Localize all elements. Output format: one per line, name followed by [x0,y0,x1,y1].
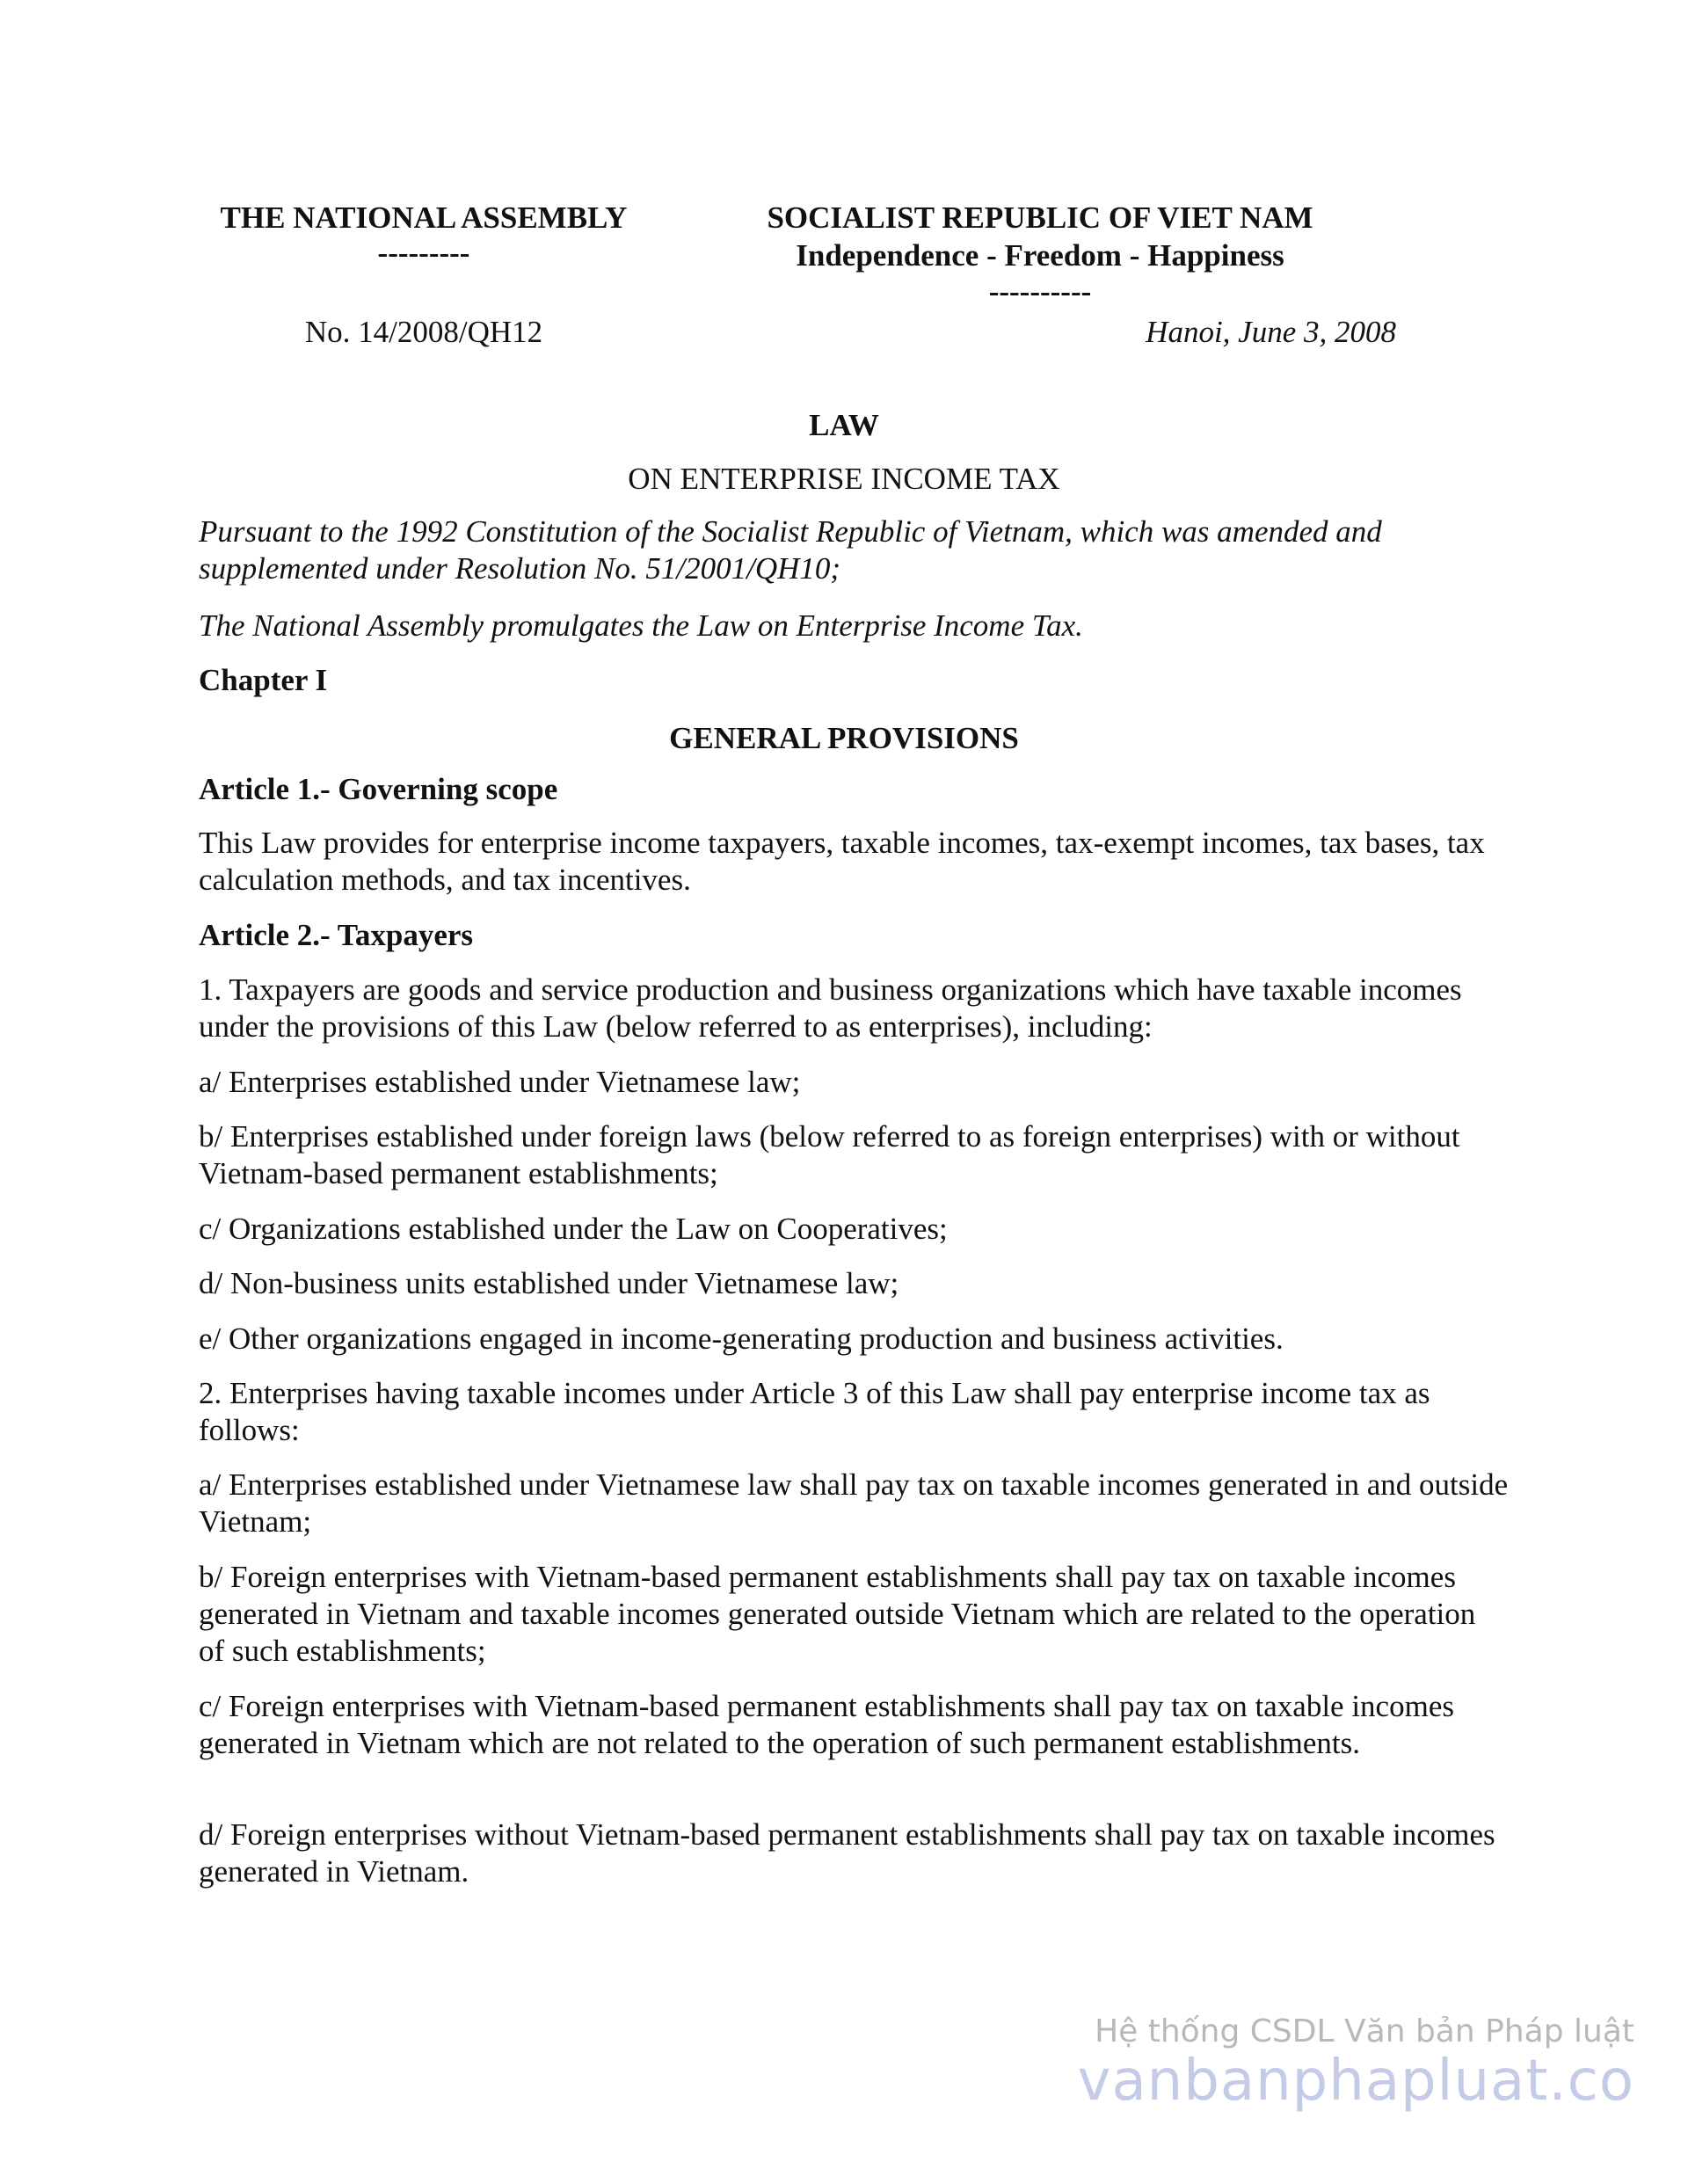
chapter-number: Chapter I [199,663,328,697]
watermark-site: vanbanphapluat.co [1077,2049,1634,2114]
article-2-point-1a: a/ Enterprises established under Vietnamese law; [199,1065,801,1099]
article-2-point-2b: b/ Foreign enterprises with Vietnam-based permanent establishments shall pay tax on taxable incomes generated in Vietnam and taxable incomes generated outside Vietnam which are related to the operation of such establishments; [199,1560,1476,1668]
preamble-constitution: Pursuant to the 1992 Constitution of the Socialist Republic of Vietnam, which was amended and supplemented under Resolution No. 51/2001/QH10; [199,514,1382,586]
issuing-authority: THE NATIONAL ASSEMBLY [220,200,628,235]
motto-separator: ---------- [988,274,1092,309]
article-2-clause-1: 1. Taxpayers are goods and service production and business organizations which have taxable incomes under the provisions of this Law (below referred to as enterprises), including: [199,972,1462,1044]
document-type: LAW [809,408,879,442]
national-motto: Independence - Freedom - Happiness [796,238,1284,273]
article-1-body: This Law provides for enterprise income taxpayers, taxable incomes, tax-exempt incomes, tax bases, tax calculation methods, and tax incentives. [199,826,1485,897]
watermark-subtitle: Hệ thống CSDL Văn bản Pháp luật [1095,2013,1634,2049]
document-number: No. 14/2008/QH12 [304,315,543,349]
article-2-point-2d: d/ Foreign enterprises without Vietnam-based permanent establishments shall pay tax on taxable incomes generated in Vietnam. [199,1817,1495,1889]
place-and-date: Hanoi, June 3, 2008 [1146,315,1396,349]
article-2-point-2c: c/ Foreign enterprises with Vietnam-based permanent establishments shall pay tax on taxable incomes generated in Vietnam which are not related to the operation of such permanent establishments. [199,1689,1454,1760]
chapter-title: GENERAL PROVISIONS [669,721,1019,755]
article-2-point-1c: c/ Organizations established under the Law on Cooperatives; [199,1212,948,1246]
article-2-point-1e: e/ Other organizations engaged in income-generating production and business activities. [199,1321,1284,1356]
article-2-point-1d: d/ Non-business units established under Vietnamese law; [199,1266,899,1300]
country-name: SOCIALIST REPUBLIC OF VIET NAM [767,200,1313,235]
article-1-heading: Article 1.- Governing scope [199,772,558,806]
authority-separator: --------- [377,236,470,270]
article-2-clause-2: 2. Enterprises having taxable incomes under Article 3 of this Law shall pay enterprise income tax as follows: [199,1376,1430,1447]
article-2-point-1b: b/ Enterprises established under foreign laws (below referred to as foreign enterprises) with or without Vietnam-based permanent establishments; [199,1119,1460,1190]
document-subject: ON ENTERPRISE INCOME TAX [628,462,1060,496]
article-2-point-2a: a/ Enterprises established under Vietnamese law shall pay tax on taxable incomes generated in and outside Vietnam; [199,1467,1509,1539]
article-2-heading: Article 2.- Taxpayers [199,918,474,952]
preamble-promulgation: The National Assembly promulgates the Law on Enterprise Income Tax. [199,608,1083,643]
